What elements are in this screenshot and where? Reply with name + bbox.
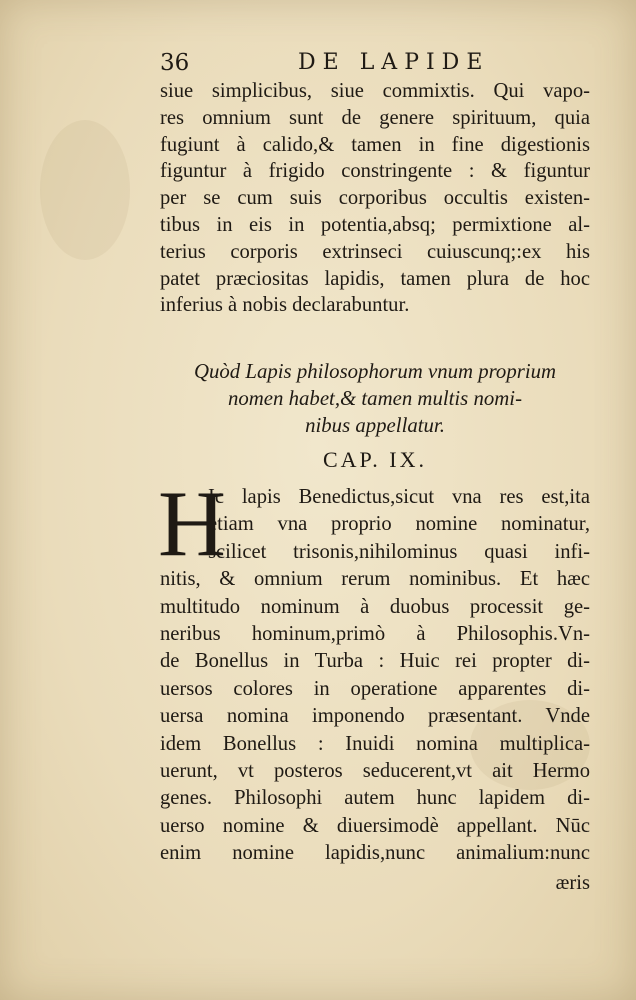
text-line: patet præciositas lapidis, tamen plura de hoc [160, 267, 590, 290]
text-line: figuntur à frigido constringente : & figuntur [160, 160, 590, 183]
text-line: fugiunt à calido,& tamen in fine digestionis [160, 133, 590, 156]
text-line: neribus hominum,primò à Philosophis.Vn- [160, 623, 590, 646]
catchword: æris [555, 872, 590, 894]
chapter-paragraph [158, 472, 590, 868]
text-line: de Bonellus in Turba : Huic rei propter di- [160, 650, 590, 673]
text-line: etiam vna proprio nomine nominatur, [208, 513, 590, 536]
text-line: uerunt, vt posteros seducerent,vt ait Hermo [160, 760, 590, 783]
text-line: siue simplicibus, siue commixtis. Qui vapo- [160, 80, 590, 102]
text-line: uerso nomine & diuersimodè appellant. Nūc [160, 814, 590, 837]
heading-line: nibus appellatur. [305, 414, 445, 437]
heading-line: nomen habet,& tamen multis nomi- [227, 387, 522, 410]
chapter-heading [160, 358, 590, 439]
chapter-number: CAP. IX. [322, 447, 428, 472]
text-line: genes. Philosophi autem hunc lapidem di- [160, 787, 590, 810]
text-line: terius corporis extrinseci cuiuscunq;:ex his [160, 240, 590, 263]
heading-line: Quòd Lapis philosophorum vnum proprium [193, 360, 557, 383]
text-line: idem Bonellus : Inuidi nomina multiplica- [160, 732, 590, 755]
text-line: per se cum suis corporibus occultis existen- [160, 187, 590, 210]
text-line: enim nomine lapidis,nunc animalium:nunc [160, 842, 590, 865]
page-header [160, 48, 590, 78]
text-line: scilicet trisonis,nihilominus quasi infi- [208, 540, 590, 563]
running-title: DE LAPIDE [298, 50, 490, 75]
text-line: uersos colores in operatione apparentes di- [160, 677, 590, 700]
page-number: 36 [160, 50, 190, 76]
paper-stain [40, 120, 130, 260]
text-line: multitudo nominum à duobus processit ge- [160, 595, 590, 618]
text-line: Ic lapis Benedictus,sicut vna res est,ita [208, 486, 590, 508]
text-line: uersa nomina imponendo præsentant. Vnde [160, 705, 590, 728]
text-line: res omnium sunt de genere spirituum, quia [160, 106, 590, 129]
drop-cap: H [158, 472, 226, 576]
text-line: inferius à nobis declarabuntur. [160, 294, 410, 317]
text-line: tibus in eis in potentia,absq; permixtione al- [160, 213, 590, 236]
text-line: nitis, & omnium rerum nominibus. Et hæc [160, 568, 590, 591]
body-paragraph [160, 78, 590, 319]
